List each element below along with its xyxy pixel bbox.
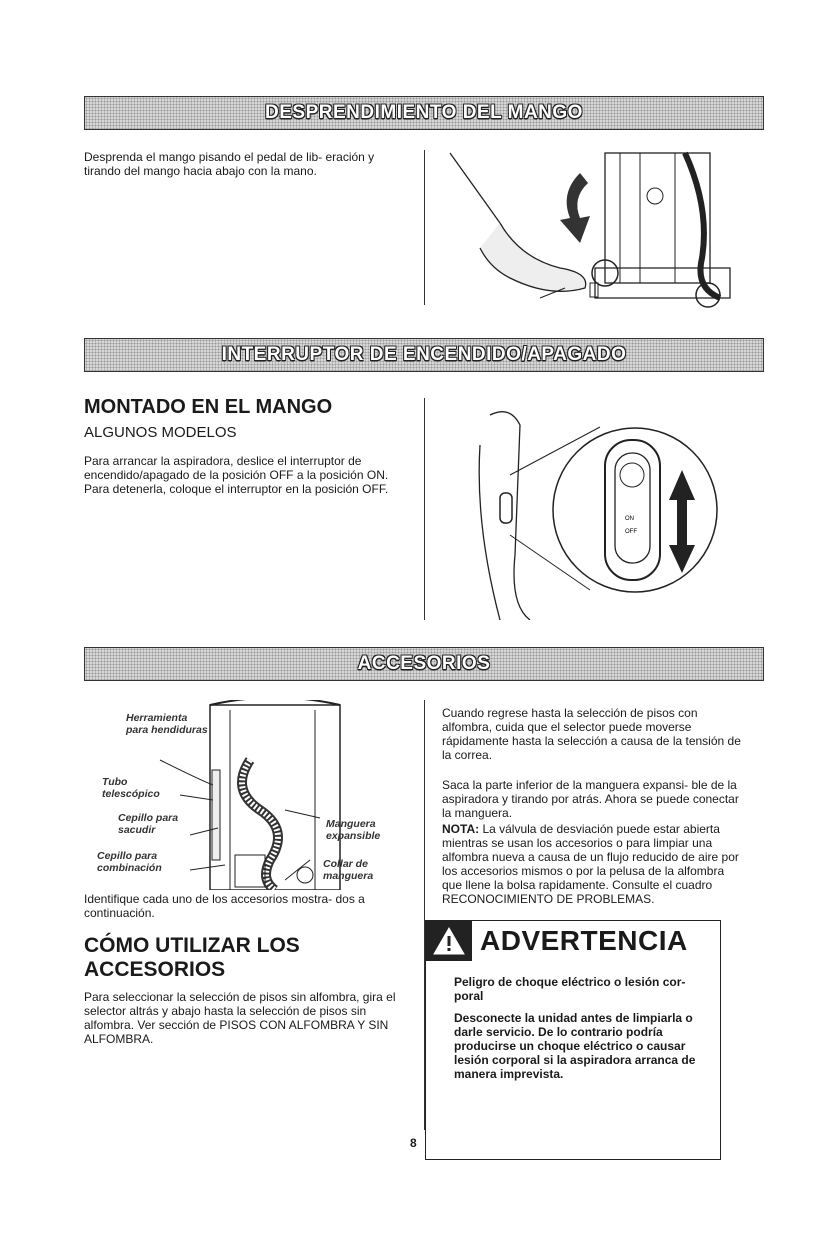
banner-power-switch bbox=[84, 338, 764, 372]
warning-body bbox=[454, 975, 712, 1089]
label-expandable-hose: Manguera expansible bbox=[326, 818, 381, 842]
banner-title: DESPRENDIMIENTO DEL MANGO bbox=[265, 102, 583, 123]
label-crevice-tool: Herramienta para hendiduras bbox=[126, 712, 208, 736]
svg-text:ON: ON bbox=[625, 516, 634, 522]
banner-release-handle bbox=[84, 96, 764, 130]
label-hose-collar: Collar de manguera bbox=[323, 858, 374, 882]
note-label: NOTA: bbox=[442, 822, 480, 836]
subheading-some-models: ALGUNOS MODELOS bbox=[84, 424, 237, 441]
note-body: La válvula de desviación puede estar abierta mientras se usan los accesorios o para limpiar una alfombra nueva a causa de un flujo reducido de aire por los accesorios mismos o por la pelusa de la alfombra que llene la bolsa rapidamente. Consulte el cuadro RECONOCIMIENTO DE PROBLEMAS. bbox=[442, 822, 739, 906]
banner-title: INTERRUPTOR DE ENCENDIDO/APAGADO bbox=[221, 344, 627, 365]
heading-handle-mounted: MONTADO EN EL MANGO bbox=[84, 396, 333, 418]
banner-title: ACCESORIOS bbox=[357, 653, 491, 674]
label-dusting-brush: Cepillo para sacudir bbox=[118, 812, 179, 836]
warning-line-1: Peligro de choque eléctrico o lesión cor- poral bbox=[454, 975, 686, 1003]
how-text: Para seleccionar la selección de pisos sin alfombra, gira el selector altrás y abajo hasta la selección de pisos sin alfombra. Ver sección de PISOS CON ALFOMBRA Y SIN ALFOMBRA. bbox=[84, 990, 396, 1046]
heading-how-to-use: CÓMO UTILIZAR LOS ACCESORIOS bbox=[84, 934, 300, 981]
right-para-1: Cuando regrese hasta la selección de pisos con alfombra, cuida que el selector puede moverse rápidamente hasta la selección a causa de la tensión de la correa. bbox=[442, 706, 741, 762]
label-combination-brush: Cepillo para combinación bbox=[97, 850, 162, 874]
warning-box bbox=[425, 920, 721, 1160]
right-para-2: Saca la parte inferior de la manguera expansi- ble de la aspiradora y tirando por atrás. Ahora se puede conectar la manguera. bbox=[442, 778, 739, 820]
divider bbox=[424, 150, 425, 305]
banner-accessories bbox=[84, 647, 764, 681]
release-text: Desprenda el mango pisando el pedal de lib- eración y tirando del mango hacia abajo con la mano. bbox=[84, 150, 375, 178]
illustration-switch bbox=[470, 405, 730, 620]
divider bbox=[424, 398, 425, 620]
identify-text: Identifique cada uno de los accesorios mostra- dos a continuación. bbox=[84, 892, 365, 920]
switch-text: Para arrancar la aspiradora, deslice el interruptor de encendido/apagado de la posición OFF a la posición ON. Para detenerla, coloque el interruptor en la posición OFF. bbox=[84, 454, 389, 496]
warning-header bbox=[426, 921, 720, 961]
warning-title: ADVERTENCIA bbox=[480, 925, 688, 956]
svg-text:OFF: OFF bbox=[625, 529, 637, 535]
label-telescopic-wand: Tubo telescópico bbox=[102, 776, 160, 800]
page-number: 8 bbox=[410, 1136, 417, 1150]
warning-line-2: Desconecte la unidad antes de limpiarla o darle servicio. De lo contrario podría producirse un choque eléctrico o causar lesión corporal si la aspiradora arranca de manera imprevista. bbox=[454, 1011, 696, 1081]
warning-triangle-icon bbox=[426, 921, 472, 961]
note-text bbox=[442, 822, 742, 906]
illustration-foot-pedal bbox=[440, 148, 740, 308]
